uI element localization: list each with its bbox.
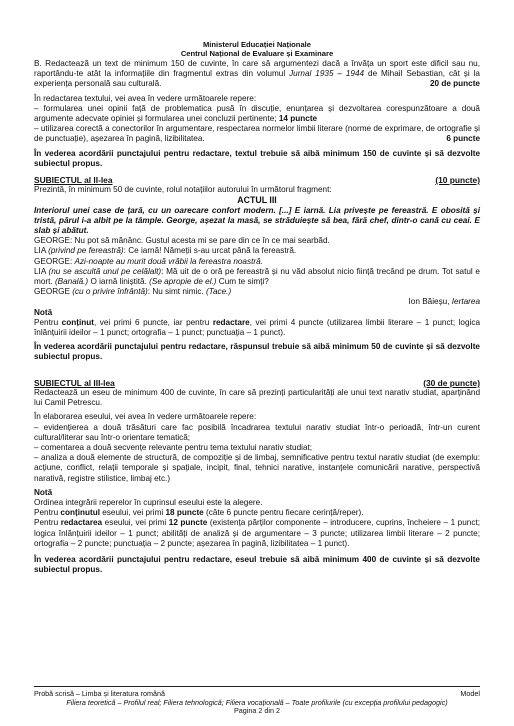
dialogue-line-5: GEORGE (cu o privire înfrântă): Nu simt nimic. (Tace.) — [34, 287, 232, 297]
center-name: Centrul Național de Evaluare și Examinare — [180, 49, 334, 58]
subject-3-writing: Pentru redactarea eseului, vei primi 12 puncte (existența părților componente – introducere, cuprins, încheiere – 1 punct; logica înlănțuirii ideilor – 1 punct; abilități de analiză și de argumentare – 3 puncte; utilizarea limbii literare – 2 puncte; ortografia – 2 puncte; punctuația – 2 puncte; așezarea în pagină, lizibilitatea – 1 punct). — [34, 518, 480, 548]
dialogue-line-1: GEORGE: Nu pot să mănânc. Gustul acesta mi se pare din ce în ce mai searbăd. — [34, 236, 330, 246]
subject-3-item-1: – evidențierea a două trăsături care fac posibilă încadrarea textului narativ studiat într-o perioadă, într-un curent cultural/literar sau într-o orientare tematică; — [34, 422, 480, 442]
subject-3-prompt: Redactează un eseu de minimum 400 de cuvinte, în care să prezinți particularități ale unui text narativ studiat, aparținând lui Camil Petrescu. — [34, 387, 480, 408]
task-b-text: B. Redactează un text de minimum 150 de cuvinte, în care să argumentezi dacă a învăța un sport este dificil sau nu, raportându-te atât la informațiile din fragmentul extras din volumul Jurnal 1935 – 1944 de Mihail Sebastian, cât și la experiența personală sau culturală. 20 de puncte — [34, 59, 480, 89]
subject-3-order: Ordinea integrării reperelor în cuprinsul eseului este la alegere. — [34, 497, 263, 507]
subject-3-intro: În elaborarea eseului, vei avea în vedere următoarele repere: — [34, 412, 257, 422]
subject-2-heading — [34, 175, 480, 185]
subject-2-prompt: Prezintă, în minimum 50 de cuvinte, rolul notațiilor autorului în următorul fragment: — [34, 185, 332, 195]
task-b-item1: – formularea unei opinii față de problematica pusă în discuție, enunțarea și dezvoltarea corespunzătoare a două argumente adecvate opiniei și formularea unei concluzii pertinente; 14 puncte — [34, 103, 480, 124]
task-b-note: În vederea acordării punctajului pentru redactare, textul trebuie să aibă minimum 150 de cuvinte și să dezvolte subiectul propus. — [34, 148, 480, 168]
journal-title: Jurnal 1935 – 1944 — [289, 69, 365, 79]
page-header — [34, 0, 480, 58]
subject-2-title: SUBIECTUL al II-lea — [34, 175, 113, 186]
subject-3-note-heading: Notă — [34, 487, 53, 497]
subject-2 — [34, 175, 480, 363]
task-b — [34, 59, 480, 169]
dialogue-line-4: LIA (nu se ascultă unul pe celălalt): Mă uit de o oră pe fereastră și nu văd absolut nicio ființă trecând pe drum. Tot satul e mort. (Banală.) O iarnă liniștită. (Se apropie de el.) Cum te simți? — [34, 266, 480, 287]
dialogue-line-2: LIA (privind pe fereastră): Ce iarnă! Nămeții s-au urcat până la fereastră. — [34, 246, 297, 256]
subject-2-final: În vederea acordării punctajului pentru redactare, răspunsul trebuie să aibă minimum 50 de cuvinte și să dezvolte subiectul propus. — [34, 342, 480, 362]
subject-3 — [34, 378, 480, 576]
subject-3-item-2: – comentarea a două secvențe relevante pentru tema textului narativ studiat; — [34, 442, 313, 452]
subject-3-content: Pentru conținutul eseului, vei primi 18 puncte (câte 6 puncte pentru fiecare cerință/reper). — [34, 508, 364, 518]
subject-3-final: În vederea acordării punctajului pentru redactare, eseul trebuie să aibă minimum 400 de cuvinte și să dezvolte subiectul propus. — [34, 554, 480, 575]
stage-directions: Interiorul unei case de țară, cu un oarecare confort modern. [...] E iarnă. Lia privește pe fereastră. E obosită și tristă, părul i-a albit pe la tâmple. George, așezat la masă, se străduiește să bea, fără chef, dintr-o cană cu ceai. E slab și abătut. — [34, 205, 480, 236]
fragment-source: Ion Băieșu, Iertarea — [408, 297, 480, 307]
ministry-name: Ministerul Educației Naționale — [202, 40, 312, 49]
subject-3-points: (30 de puncte) — [423, 377, 480, 388]
task-b-points: 20 de puncte — [429, 79, 480, 89]
task-b-item2: – utilizarea corectă a conectorilor în argumentare, respectarea normelor limbii literare (norme de exprimare, de ortografie și de punctuație), așezarea în pagină, lizibilitatea. 6 puncte — [34, 124, 480, 144]
subject-3-heading — [34, 378, 480, 388]
footer-exam: Probă scrisă – Limba și literatura română — [34, 689, 166, 698]
subject-3-title: SUBIECTUL al III-lea — [34, 377, 115, 388]
page-footer — [34, 686, 480, 716]
dialogue-line-3: GEORGE: Azi-noapte au murit două vrăbii la fereastra noastră. — [34, 256, 263, 266]
subject-2-note-heading: Notă — [34, 307, 53, 317]
task-b-intro: În redactarea textului, vei avea în vedere următoarele repere: — [34, 93, 257, 103]
footer-profile: Filiera teoretică – Profilul real; Filiera tehnologică; Filiera vocațională – Toate profilurile (cu excepția profilului pedagogic) — [66, 697, 448, 707]
subject-2-points: (10 puncte) — [435, 175, 480, 186]
subject-2-note: Pentru conținut, vei primi 6 puncte, iar pentru redactare, vei primi 4 puncte (utilizarea limbii literare – 1 punct; logica înlănțuirii ideilor – 1 punct; ortografia – 1 punct; punctuația – 1 punct). — [34, 317, 481, 338]
act-title: ACTUL III — [237, 195, 277, 206]
footer-page-number: Pagina 2 din 2 — [234, 706, 280, 716]
footer-model: Model — [460, 689, 480, 698]
subject-3-item-3: – analiza a două elemente de structură, de compoziție și de limbaj, semnificative pentru textul narativ studiat (de exemplu: acțiune, conflict, relații temporale și spațiale, incipit, final, tehnici narative, instanțele comunicării narative, perspectivă narativă, registre stilistice, limbaj etc.) — [34, 453, 480, 483]
